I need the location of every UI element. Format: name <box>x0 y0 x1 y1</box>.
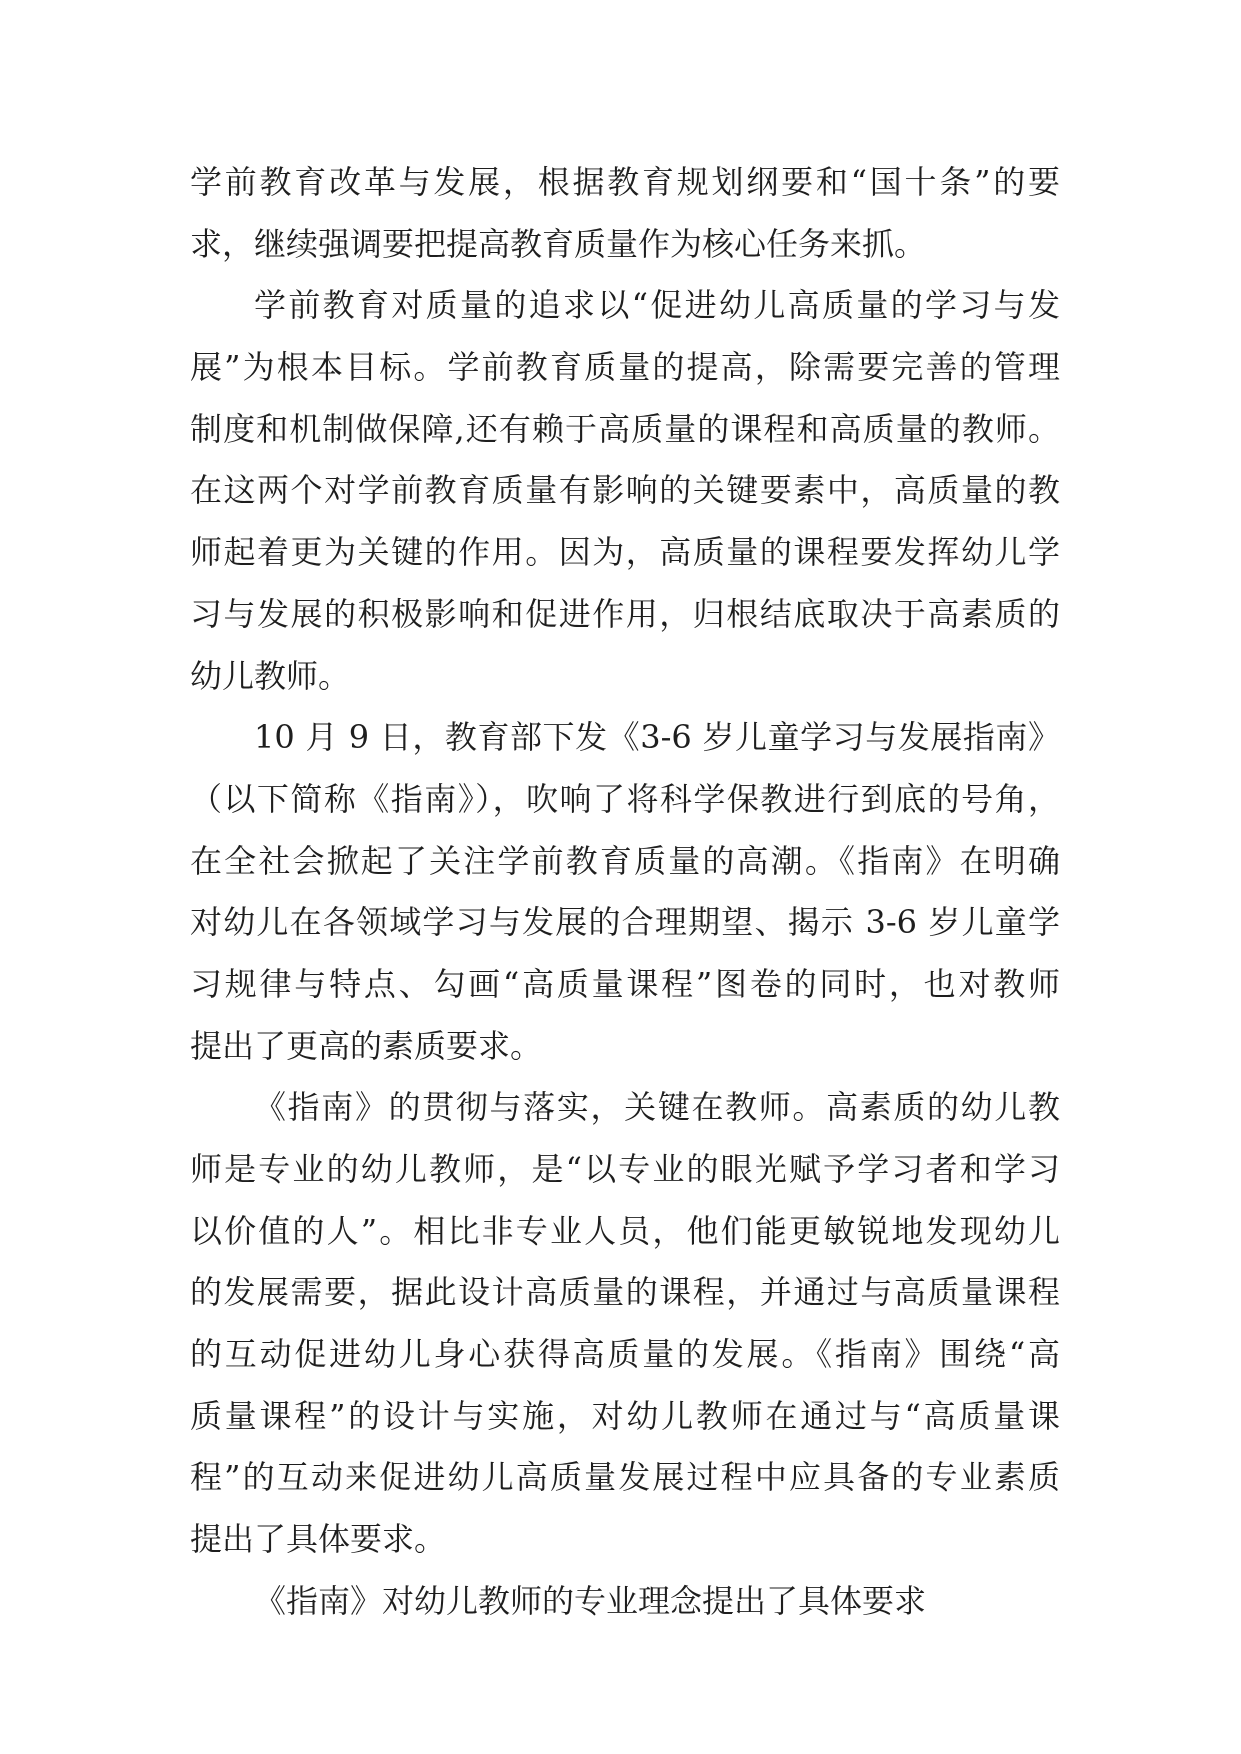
text-line: 提出了具体要求。 <box>190 1520 447 1559</box>
text-line: 《指南》的贯彻与落实，关键在教师。高素质的幼儿教 <box>254 1088 1060 1127</box>
text-line: 在全社会掀起了关注学前教育质量的高潮。《指南》在明确 <box>190 841 1060 880</box>
text-line: 以价值的人”。相比非专业人员，他们能更敏锐地发现幼儿 <box>190 1211 1060 1250</box>
text-line: （以下简称《指南》），吹响了将科学保教进行到底的号角， <box>190 779 1060 818</box>
text-line: 幼儿教师。 <box>190 656 351 695</box>
text-line: 制度和机制做保障,还有赖于高质量的课程和高质量的教师。 <box>190 409 1060 448</box>
text-line: 师起着更为关键的作用。因为，高质量的课程要发挥幼儿学 <box>190 533 1060 572</box>
text-line: 求，继续强调要把提高教育质量作为核心任务来抓。 <box>190 224 927 263</box>
text-line: 对幼儿在各领域学习与发展的合理期望、揭示 3-6 岁儿童学 <box>190 903 1060 942</box>
text-line: 学前教育改革与发展，根据教育规划纲要和“国十条”的要 <box>190 163 1060 201</box>
text-line: 的互动促进幼儿身心获得高质量的发展。《指南》围绕“高 <box>190 1335 1060 1374</box>
text-line: 学前教育对质量的追求以“促进幼儿高质量的学习与发 <box>254 286 1060 325</box>
text-line: 提出了更高的素质要求。 <box>190 1026 543 1065</box>
text-line: 师是专业的幼儿教师，是“以专业的眼光赋予学习者和学习 <box>190 1150 1060 1188</box>
text-line: 10 月 9 日，教育部下发《3-6 岁儿童学习与发展指南》 <box>254 718 1060 757</box>
text-line: 在这两个对学前教育质量有影响的关键要素中，高质量的教 <box>190 471 1060 510</box>
text-line: 展”为根本目标。学前教育质量的提高，除需要完善的管理 <box>190 348 1060 387</box>
text-line: 的发展需要，据此设计高质量的课程，并通过与高质量课程 <box>190 1273 1060 1312</box>
text-line: 程”的互动来促进幼儿高质量发展过程中应具备的专业素质 <box>190 1458 1060 1497</box>
text-line: 质量课程”的设计与实施，对幼儿教师在通过与“高质量课 <box>190 1396 1060 1435</box>
body-text <box>190 152 1060 1633</box>
text-line: 习规律与特点、勾画“高质量课程”图卷的同时，也对教师 <box>190 964 1060 1003</box>
text-line: 习与发展的积极影响和促进作用，归根结底取决于高素质的 <box>190 594 1060 633</box>
text-line: 《指南》对幼儿教师的专业理念提出了具体要求 <box>254 1581 927 1620</box>
